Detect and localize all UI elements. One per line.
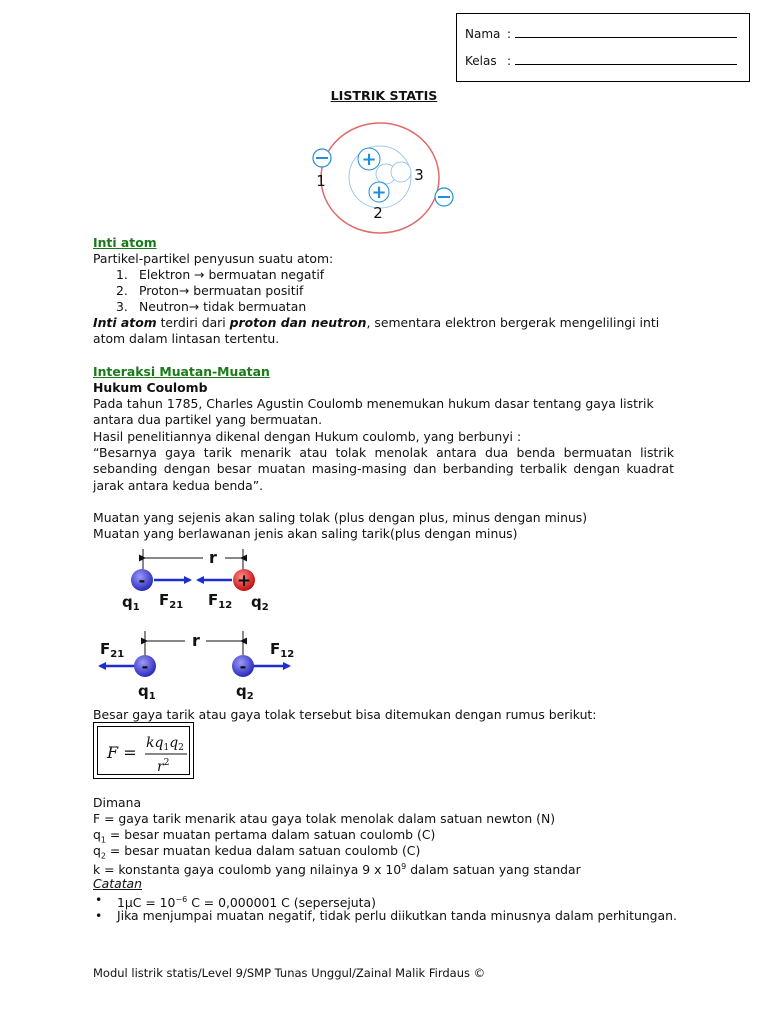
minus-icon: - — [239, 657, 247, 676]
label-q2: $q_2$ — [251, 593, 269, 613]
atom-diagram — [305, 112, 465, 237]
where-label: Dimana — [93, 795, 142, 810]
formula-numerator: $kq_1q_2$ — [146, 735, 184, 753]
distance-label-r: r — [209, 548, 217, 567]
neutron-right — [391, 162, 411, 182]
bullet-icon: • — [95, 908, 103, 923]
where-q1: $q_1$ = besar muatan pertama dalam satuan coulomb (C) — [93, 827, 436, 845]
label-f21: $F_{21}$ — [100, 640, 125, 660]
atom-label-1: 1 — [316, 172, 326, 190]
list-number-1: 1. — [116, 267, 128, 282]
term-proton-neutron: proton dan neutron — [229, 315, 367, 330]
coulomb-formula-box — [93, 722, 194, 779]
formula-intro: Besar gaya tarik atau gaya tolak tersebut bisa ditemukan dengan rumus berikut: — [93, 707, 597, 722]
repulsion-diagram — [88, 628, 303, 703]
label-q1: $q_1$ — [122, 593, 140, 613]
page-footer: Modul listrik statis/Level 9/SMP Tunas Unggul/Zainal Malik Firdaus © — [93, 966, 486, 980]
paragraph-coulomb-result: Hasil penelitiannya dikenal dengan Hukum coulomb, yang berbunyi : — [93, 429, 522, 444]
nama-label: Nama — [465, 27, 501, 41]
heading-inti-atom: Inti atom — [93, 235, 157, 250]
label-f12: $F_{12}$ — [208, 591, 233, 611]
bullet-icon: • — [95, 892, 103, 907]
formula-denominator: $r^2$ — [157, 758, 170, 775]
paragraph-coulomb-history: Pada tahun 1785, Charles Agustin Coulomb menemukan hukum dasar tentang gaya listrik antara dua partikel yang bermuatan. — [93, 396, 654, 428]
label-q2: $q_2$ — [236, 682, 254, 702]
proton-bottom-plus-icon: + — [371, 182, 387, 203]
kelas-colon: : — [507, 54, 512, 68]
subheading-hukum-coulomb: Hukum Coulomb — [93, 380, 208, 395]
atom-label-2: 2 — [373, 204, 383, 222]
term-inti-atom: Inti atom — [93, 315, 157, 330]
paragraph-opposite-charges: Muatan yang berlawanan jenis akan saling tarik(plus dengan minus) — [93, 526, 518, 541]
attraction-diagram — [108, 545, 288, 615]
kelas-field[interactable] — [515, 54, 737, 65]
nama-row — [465, 27, 737, 41]
label-f21: $F_{21}$ — [159, 591, 184, 611]
where-f: F = gaya tarik menarik atau gaya tolak menolak dalam satuan newton (N) — [93, 811, 556, 826]
inti-atom-description: Inti atom terdiri dari proton dan neutron, sementara elektron bergerak mengelilingi inti atom dalam lintasan tertentu. — [93, 315, 660, 347]
page-title: LISTRIK STATIS — [330, 88, 438, 103]
where-k: k = konstanta gaya coulomb yang nilainya 9 x $10^9$ dalam satuan yang standar — [93, 862, 581, 878]
list-item-neutron: Neutron→ tidak bermuatan — [139, 299, 307, 314]
list-item-proton: Proton→ bermuatan positif — [139, 283, 304, 298]
paragraph-coulomb-law-quote: “Besarnya gaya tarik menarik atau tolak menolak antara dua benda bermuatan listrik sebanding dengan besar muatan masing-masing dan berbanding terbalik dengan kuadrat jarak antara kedua benda”. — [93, 445, 674, 493]
kelas-label: Kelas — [465, 54, 497, 68]
list-item-elektron: Elektron → bermuatan negatif — [139, 267, 325, 282]
minus-icon: - — [138, 571, 146, 590]
kelas-row — [465, 54, 737, 68]
identity-box — [456, 13, 750, 82]
list-number-2: 2. — [116, 283, 128, 298]
catatan-label: Catatan — [93, 876, 142, 891]
catatan-item-1: $1\mu C = 10^{-6}$ C = 0,000001 C (sepersejuta) — [117, 895, 376, 911]
distance-label-r: r — [192, 631, 200, 650]
label-q1: $q_1$ — [138, 682, 156, 702]
where-q2: $q_2$ = besar muatan kedua dalam satuan coulomb (C) — [93, 843, 421, 861]
paragraph-like-charges: Muatan yang sejenis akan saling tolak (plus dengan plus, minus dengan minus) — [93, 510, 588, 525]
plus-icon: + — [236, 571, 252, 591]
proton-top-plus-icon: + — [361, 149, 377, 170]
nama-field[interactable] — [515, 27, 737, 38]
coulomb-formula — [98, 727, 191, 776]
minus-icon: - — [141, 657, 149, 676]
list-number-3: 3. — [116, 299, 128, 314]
formula-lhs: F = — [107, 743, 137, 762]
atom-label-3: 3 — [414, 166, 424, 184]
nama-colon: : — [507, 27, 512, 41]
heading-interaksi-muatan: Interaksi Muatan-Muatan — [93, 364, 270, 379]
inti-atom-intro: Partikel-partikel penyusun suatu atom: — [93, 251, 334, 266]
catatan-item-2: Jika menjumpai muatan negatif, tidak perlu diikutkan tanda minusnya dalam perhitungan. — [117, 908, 677, 923]
label-f12: $F_{12}$ — [270, 640, 295, 660]
